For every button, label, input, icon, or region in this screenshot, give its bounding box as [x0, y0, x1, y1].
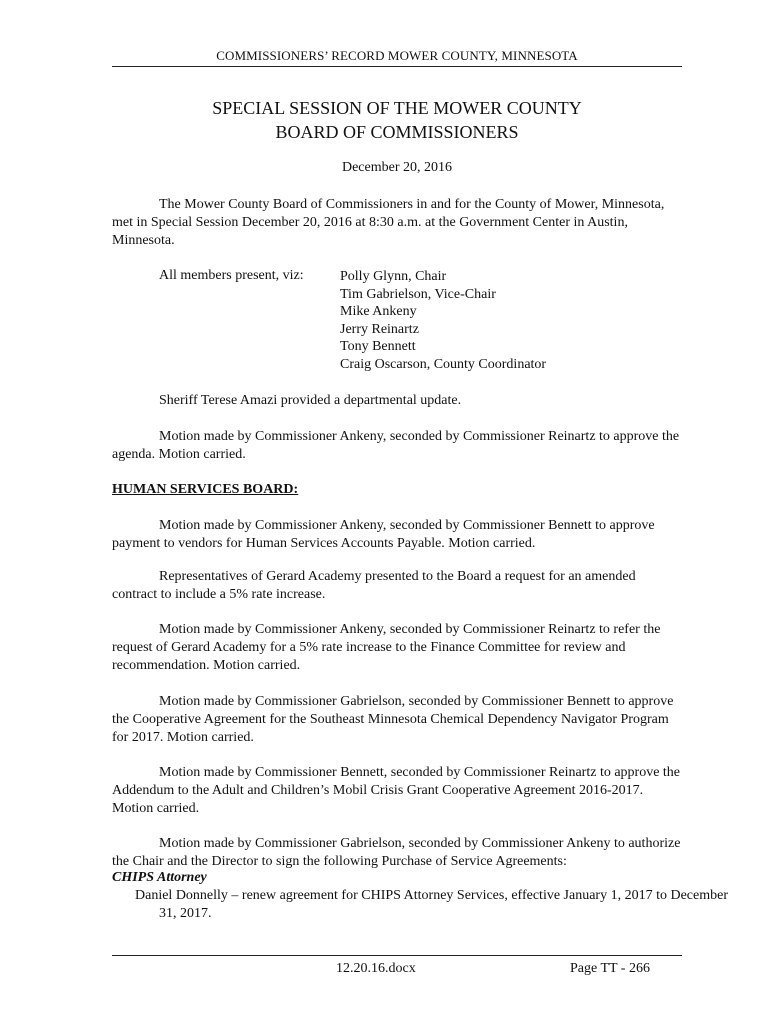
running-head: COMMISSIONERS’ RECORD MOWER COUNTY, MINNESOTA: [216, 48, 578, 63]
intro-paragraph: The Mower County Board of Commissioners in and for the County of Mower, Minnesota, met in Special Session December 20, 2016 at 8:30 a.m. at the Government Center in Austin, Minnesota.: [112, 197, 665, 248]
footer-page-number: Page TT - 266: [570, 961, 650, 976]
member-item: Mike Ankeny: [340, 304, 417, 320]
cooperative-agreement-motion: Motion made by Commissioner Gabrielson, seconded by Commissioner Bennett to approve the Cooperative Agreement for the Southeast Minnesota Chemical Dependency Navigator Program for 2017. Motion carried.: [112, 694, 674, 745]
member-item: Jerry Reinartz: [340, 321, 419, 337]
attendance-label: All members present, viz:: [159, 268, 304, 283]
sheriff-paragraph: Sheriff Terese Amazi provided a departmental update.: [159, 393, 462, 408]
document-title: [112, 96, 682, 144]
member-item: Tony Bennett: [340, 339, 416, 355]
chips-attorney-heading: CHIPS Attorney: [112, 870, 207, 885]
title-line-2: BOARD OF COMMISSIONERS: [275, 122, 519, 142]
purchase-of-service-motion: Motion made by Commissioner Gabrielson, seconded by Commissioner Ankeny to authorize the Chair and the Director to sign the following Purchase of Service Agreements:: [112, 836, 681, 869]
member-item: Craig Oscarson, County Coordinator: [340, 356, 547, 372]
footer-rule: [112, 955, 682, 956]
chips-attorney-item: Daniel Donnelly – renew agreement for CHIPS Attorney Services, effective January 1, 2017 to December 31, 2017.: [135, 888, 728, 921]
session-date: December 20, 2016: [341, 160, 453, 175]
header-rule: [112, 66, 682, 67]
addendum-motion: Motion made by Commissioner Bennett, seconded by Commissioner Reinartz to approve the Addendum to the Adult and Children’s Mobil Crisis Grant Cooperative Agreement 2016-2017. Motion carried.: [112, 765, 681, 816]
member-item: Tim Gabrielson, Vice-Chair: [340, 286, 496, 302]
gerard-refer-motion: Motion made by Commissioner Ankeny, seconded by Commissioner Reinartz to refer the request of Gerard Academy for a 5% rate increase to the Finance Committee for review and recommendation. Motion carried.: [112, 622, 661, 673]
members-list: [340, 268, 546, 374]
gerard-request-paragraph: Representatives of Gerard Academy presented to the Board a request for an amended contract to include a 5% rate increase.: [112, 569, 636, 602]
footer-filename: 12.20.16.docx: [336, 961, 416, 976]
agenda-motion: Motion made by Commissioner Ankeny, seconded by Commissioner Reinartz to approve the agenda. Motion carried.: [112, 429, 680, 462]
human-services-heading: HUMAN SERVICES BOARD:: [112, 482, 299, 497]
member-item: Polly Glynn, Chair: [340, 269, 447, 284]
title-line-1: SPECIAL SESSION OF THE MOWER COUNTY: [212, 98, 582, 118]
hs-payment-motion: Motion made by Commissioner Ankeny, seconded by Commissioner Bennett to approve payment to vendors for Human Services Accounts Payable. Motion carried.: [112, 518, 655, 551]
